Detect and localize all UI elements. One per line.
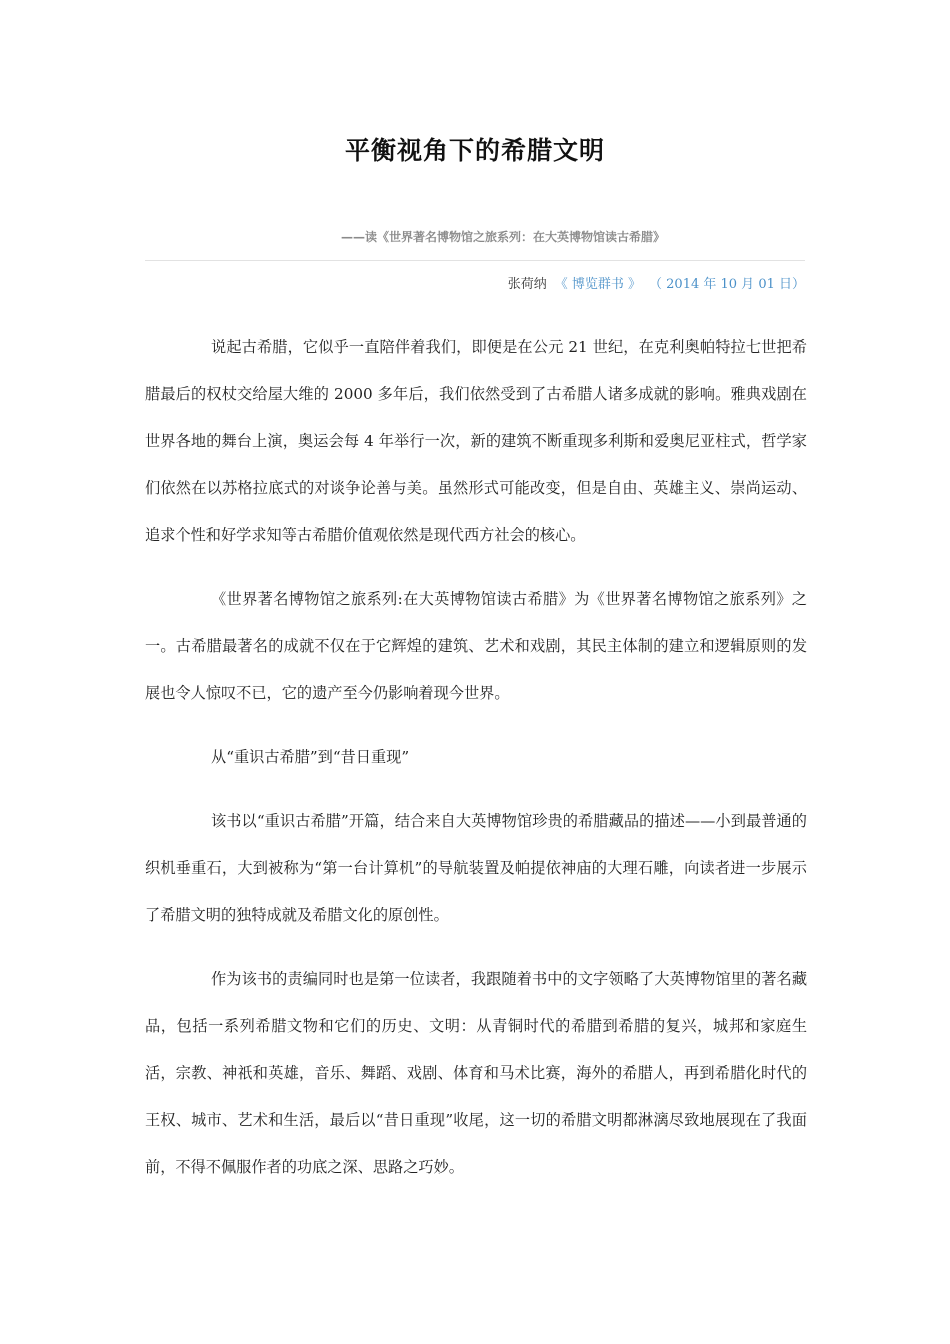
paragraph-4: 作为该书的责编同时也是第一位读者，我跟随着书中的文字领略了大英博物馆里的著名藏品，包括一系列希腊文物和它们的历史、文明：从青铜时代的希腊到希腊的复兴，城邦和家庭生活，宗教、神祇和英雄，音乐、舞蹈、戏剧、体育和马术比赛，海外的希腊人，再到希腊化时代的王权、城市、艺术和生活，最后以“昔日重现”收尾，这一切的希腊文明都淋漓尽致地展现在了我面前，不得不佩服作者的功底之深、思路之巧妙。	[145, 970, 807, 1176]
paragraph-3: 该书以“重识古希腊”开篇，结合来自大英博物馆珍贵的希腊藏品的描述——小到最普通的织机垂重石，大到被称为“第一台计算机”的导航装置及帕提依神庙的大理石雕，向读者进一步展示了希腊文明的独特成就及希腊文化的原创性。	[145, 812, 807, 924]
section-heading: 从“重识古希腊”到“昔日重现”	[211, 748, 410, 766]
article-body	[145, 324, 807, 1208]
source-link[interactable]: 《 博览群书 》	[554, 277, 642, 292]
paragraph-1: 说起古希腊，它似乎一直陪伴着我们，即便是在公元 21 世纪，在克利奥帕特拉七世把希腊最后的权杖交给屋大维的 2000 多年后，我们依然受到了古希腊人诸多成就的影响。雅典戏剧在世界各地的舞台上演，奥运会每 4 年举行一次，新的建筑不断重现多利斯和爱奥尼亚柱式，哲学家们依然在以苏格拉底式的对谈争论善与美。虽然形式可能改变，但是自由、英雄主义、崇尚运动、追求个性和好学求知等古希腊价值观依然是现代西方社会的核心。	[145, 338, 807, 544]
divider-line	[145, 260, 805, 261]
byline	[145, 276, 805, 294]
author-name: 张荷纳	[507, 277, 547, 292]
article-subtitle: ——读《世界著名博物馆之旅系列：在大英博物馆读古希腊》	[340, 230, 665, 244]
article-title: 平衡视角下的希腊文明	[344, 136, 605, 165]
publish-date: （ 2014 年 10 月 01 日）	[649, 277, 805, 292]
paragraph-2: 《世界著名博物馆之旅系列:在大英博物馆读古希腊》为《世界著名博物馆之旅系列》之一。古希腊最著名的成就不仅在于它辉煌的建筑、艺术和戏剧，其民主体制的建立和逻辑原则的发展也令人惊叹不已，它的遗产至今仍影响着现今世界。	[145, 590, 807, 702]
